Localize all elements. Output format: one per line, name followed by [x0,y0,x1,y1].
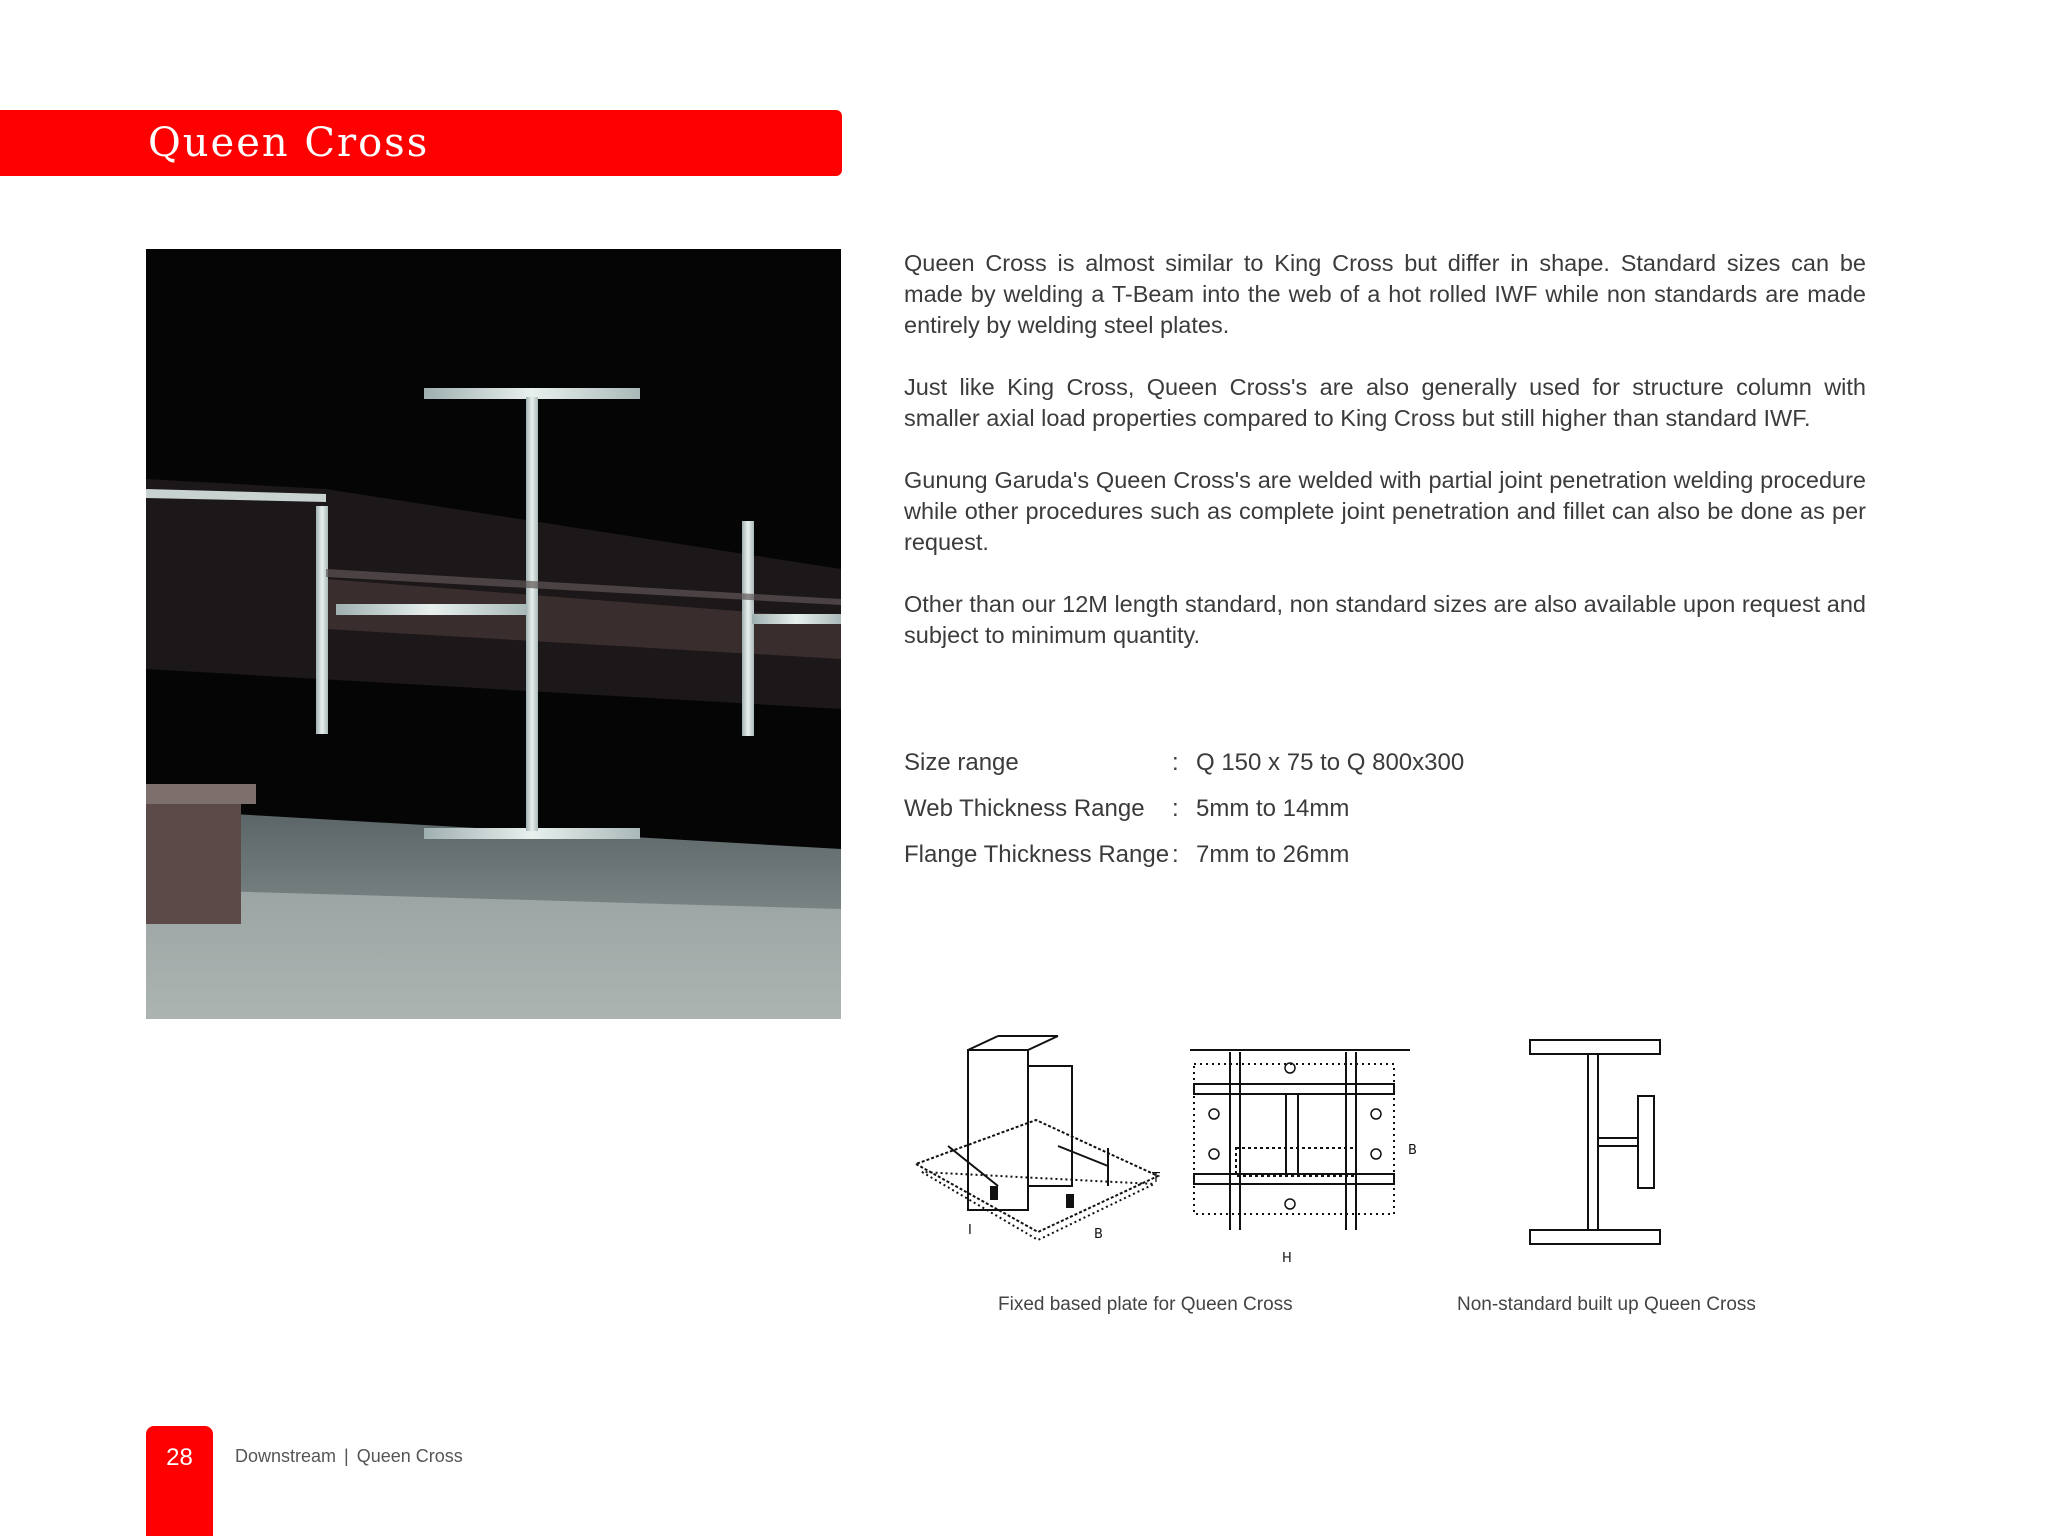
label-t: T [1152,1171,1160,1186]
spec-label: Size range [904,749,1019,776]
spec-colon: : [1172,841,1179,868]
paragraph-intro: Queen Cross is almost similar to King Cross but differ in shape. Standard sizes can be made by welding a T-Beam into the web of a hot rolled IWF while non standards are made entirely by welding steel plates. [904,250,1866,338]
caption-fixed-base-plate: Fixed based plate for Queen Cross [998,1294,1293,1315]
spec-value: 5mm to 14mm [1196,795,1350,822]
base-plate-plan-diagram [1186,1040,1416,1266]
spec-row-web-thickness [904,786,1604,832]
page-number-tab [146,1426,213,1536]
page-number: 28 [166,1444,193,1471]
caption-built-up: Non-standard built up Queen Cross [1457,1294,1756,1315]
spec-value: Q 150 x 75 to Q 800x300 [1196,749,1465,776]
page-title: Queen Cross [148,120,430,166]
title-bar [0,110,842,176]
label-i: I [968,1223,972,1238]
label-b-iso: B [1094,1227,1103,1242]
footer-separator: | [344,1446,349,1466]
paragraph-welding: Gunung Garuda's Queen Cross's are welded with partial joint penetration welding procedure while other procedures such as complete joint penetration and fillet can also be done as per request. [904,467,1866,555]
paragraph-usage: Just like King Cross, Queen Cross's are also generally used for structure column with smaller axial load properties compared to King Cross but still higher than standard IWF. [904,374,1866,431]
base-plate-isometric-diagram [908,1036,1168,1262]
footer-section: Downstream [235,1446,337,1466]
spec-colon: : [1172,749,1179,776]
description [904,248,1866,682]
spec-value: 7mm to 26mm [1196,841,1350,868]
spec-table [904,740,1604,878]
footer-topic: Queen Cross [356,1446,463,1466]
built-up-queen-cross-diagram [1526,1036,1676,1252]
spec-row-flange-thickness [904,832,1604,878]
spec-colon: : [1172,795,1179,822]
queen-cross-photo-illustration [146,249,841,1019]
footer-breadcrumb [235,1446,463,1467]
queen-cross-photo [146,249,841,1019]
spec-row-size-range [904,740,1604,786]
spec-label: Flange Thickness Range [904,841,1170,868]
label-b: B [1408,1143,1417,1158]
spec-label: Web Thickness Range [904,795,1145,822]
label-h: H [1282,1251,1292,1266]
paragraph-length: Other than our 12M length standard, non standard sizes are also available upon request and subject to minimum quantity. [904,591,1866,648]
